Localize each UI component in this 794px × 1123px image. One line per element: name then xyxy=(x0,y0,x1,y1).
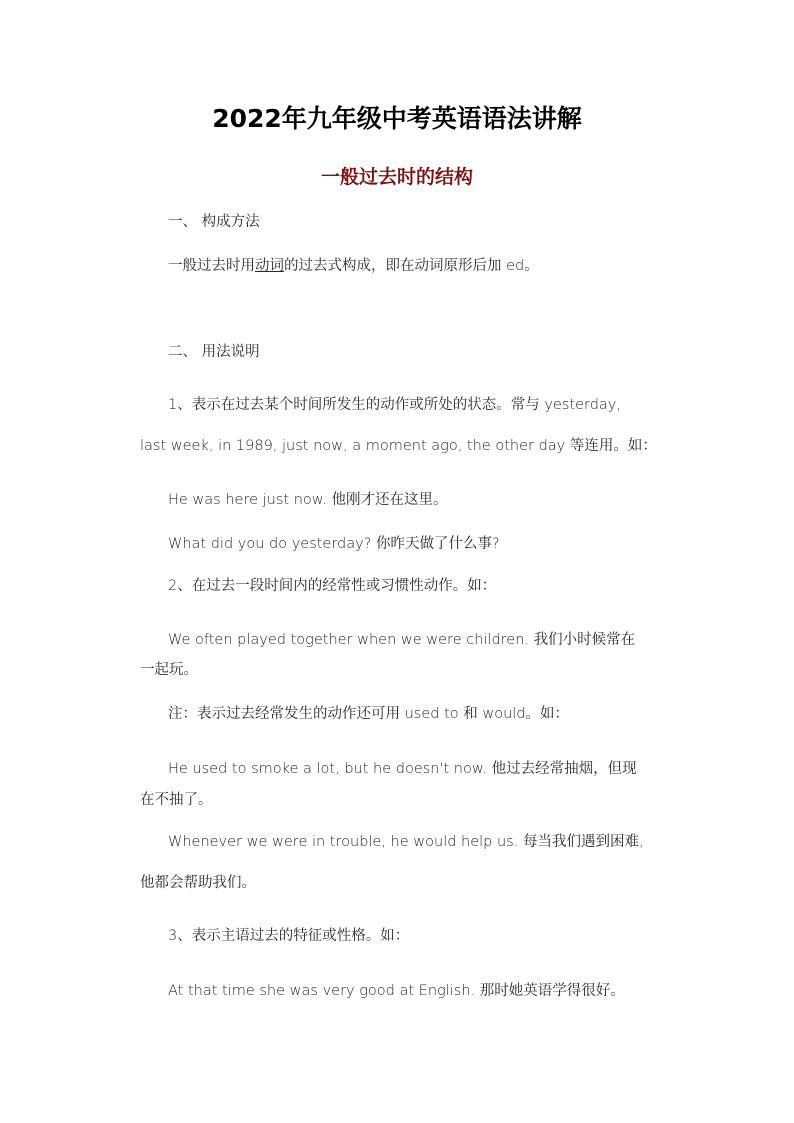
item2-example2-line1: He used to smoke a lot, but he doesn't now. 他过去经常抽烟，但现 xyxy=(168,761,637,777)
item1-line2: last week, in 1989, just now, a moment ago, the other day 等连用。如： xyxy=(140,438,657,454)
item1-example2: What did you do yesterday? 你昨天做了什么事? xyxy=(168,536,500,552)
section1-line xyxy=(168,256,539,276)
section1-line-post: 的过去式构成，即在动词原形后加 ed。 xyxy=(284,258,539,274)
document-title: 2022年九年级中考英语语法讲解 xyxy=(212,104,582,133)
item3-line1: 3、表示主语过去的特征或性格。如： xyxy=(168,928,410,944)
section2-heading: 二、 用法说明 xyxy=(168,344,260,360)
item3-example1: At that time she was very good at English. 那时她英语学得很好。 xyxy=(168,983,625,999)
item2-example3-line1: Whenever we were in trouble, he would help us. 每当我们遇到困难, xyxy=(168,834,644,850)
document-subtitle: 一般过去时的结构 xyxy=(320,166,473,188)
item2-note: 注：表示过去经常发生的动作还可用 used to 和 would。如： xyxy=(168,706,570,722)
item2-line1: 2、在过去一段时间内的经常性或习惯性动作。如： xyxy=(168,578,497,594)
section1-heading: 一、 构成方法 xyxy=(168,214,260,230)
item2-example1-line1: We often played together when we were children. 我们小时候常在 xyxy=(168,632,636,648)
item2-example2-line2: 在不抽了。 xyxy=(140,792,213,808)
section1-line-pre: 一般过去时用 xyxy=(168,258,255,274)
item1-line1: 1、表示在过去某个时间所发生的动作或所处的状态。常与 yesterday, xyxy=(168,397,621,413)
item2-example3-line2: 他都会帮助我们。 xyxy=(140,875,256,891)
item1-example1: He was here just now. 他刚才还在这里。 xyxy=(168,492,448,508)
verb-link[interactable]: 动词 xyxy=(255,258,284,274)
item2-example1-line2: 一起玩。 xyxy=(140,662,198,678)
